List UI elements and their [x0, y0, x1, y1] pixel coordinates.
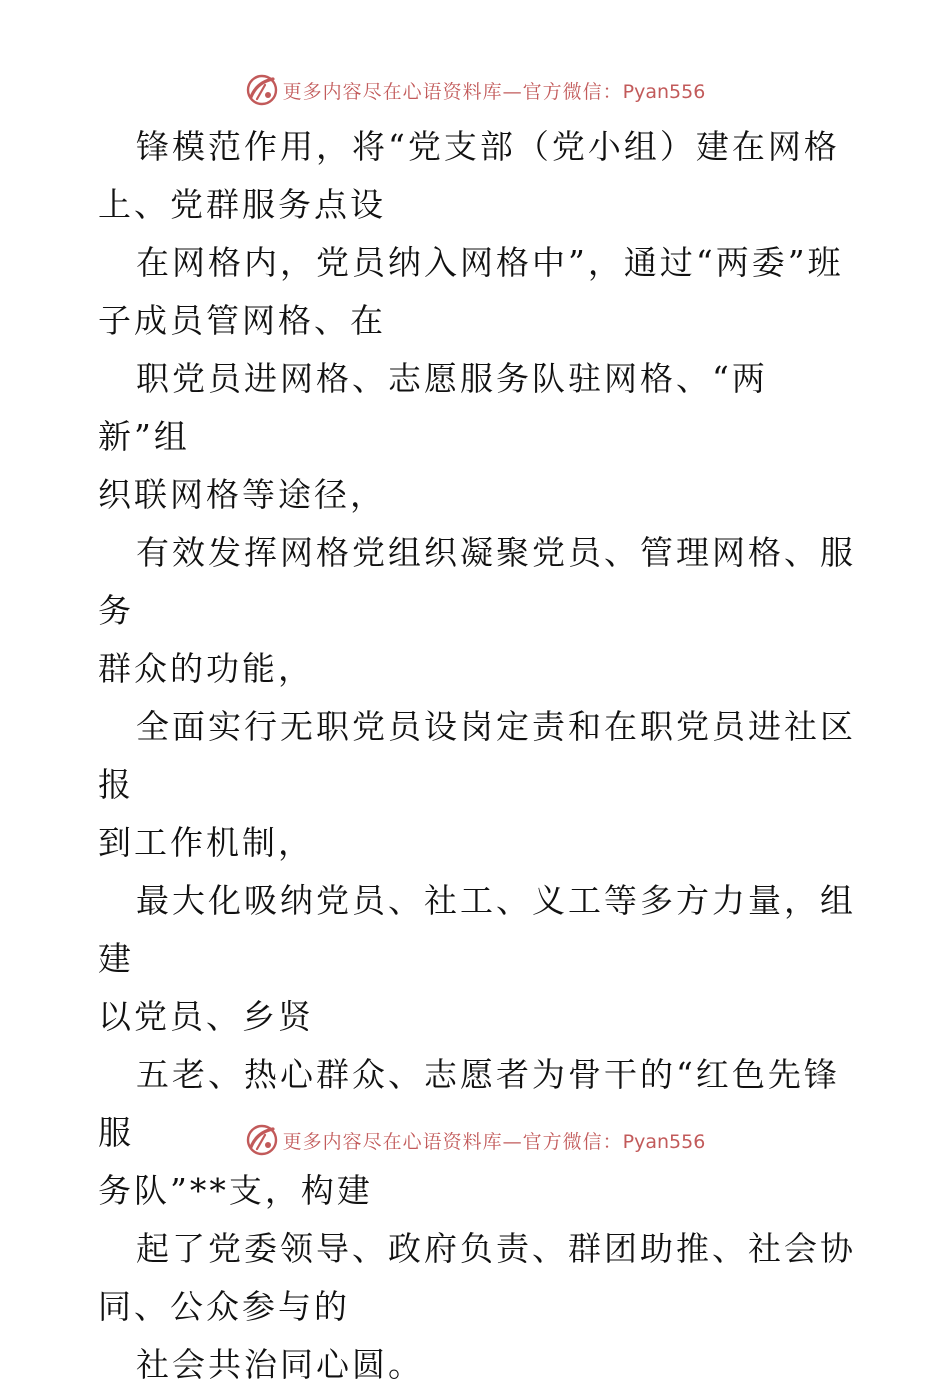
- paragraph-line: 最大化吸纳党员、社工、义工等多方力量，组建: [98, 881, 856, 978]
- paragraph-line: 有效发挥网格党组织凝聚党员、管理网格、服务: [98, 533, 856, 630]
- paragraph-line: 全面实行无职党员设岗定责和在职党员进社区报: [98, 707, 856, 804]
- paragraph-line: 以党员、乡贤: [98, 997, 314, 1036]
- footer-watermark-text: 更多内容尽在心语资料库—官方微信：Pyan556: [282, 1130, 706, 1153]
- paragraph-line: 织联网格等途径，: [98, 475, 386, 514]
- paragraph-line: 社会共治同心圆。: [136, 1345, 424, 1384]
- paragraph: [98, 872, 858, 1046]
- paragraph: [98, 118, 858, 234]
- paragraph-line: 起了党委领导、政府负责、群团助推、社会协: [136, 1229, 856, 1268]
- footer-watermark-banner: [0, 1120, 950, 1160]
- document-body: [98, 118, 858, 1394]
- stamp-seal-icon: [245, 73, 279, 107]
- paragraph-line: 锋模范作用，将“党支部（党小组）建在网格: [136, 127, 840, 166]
- paragraph-line: 务队”**支，构建: [98, 1171, 373, 1210]
- paragraph-line: 群众的功能，: [98, 649, 314, 688]
- paragraph: [98, 350, 858, 524]
- header-watermark-text: 更多内容尽在心语资料库—官方微信：Pyan556: [282, 80, 706, 103]
- paragraph: [98, 698, 858, 872]
- paragraph: [98, 234, 858, 350]
- stamp-seal-icon: [245, 1123, 279, 1157]
- header-watermark-banner: [0, 70, 950, 110]
- paragraph-line: 上、党群服务点设: [98, 185, 386, 224]
- paragraph-line: 职党员进网格、志愿服务队驻网格、“两新”组: [98, 359, 768, 456]
- paragraph-line: 同、公众参与的: [98, 1287, 350, 1326]
- paragraph: [98, 524, 858, 698]
- paragraph-line: 子成员管网格、在: [98, 301, 386, 340]
- paragraph-line: 在网格内，党员纳入网格中”，通过“两委”班: [136, 243, 844, 282]
- paragraph: [98, 1336, 858, 1394]
- paragraph-line: 到工作机制，: [98, 823, 314, 862]
- paragraph-line: 五老、热心群众、志愿者为骨干的“红色先锋服: [98, 1055, 840, 1152]
- paragraph: [98, 1220, 858, 1336]
